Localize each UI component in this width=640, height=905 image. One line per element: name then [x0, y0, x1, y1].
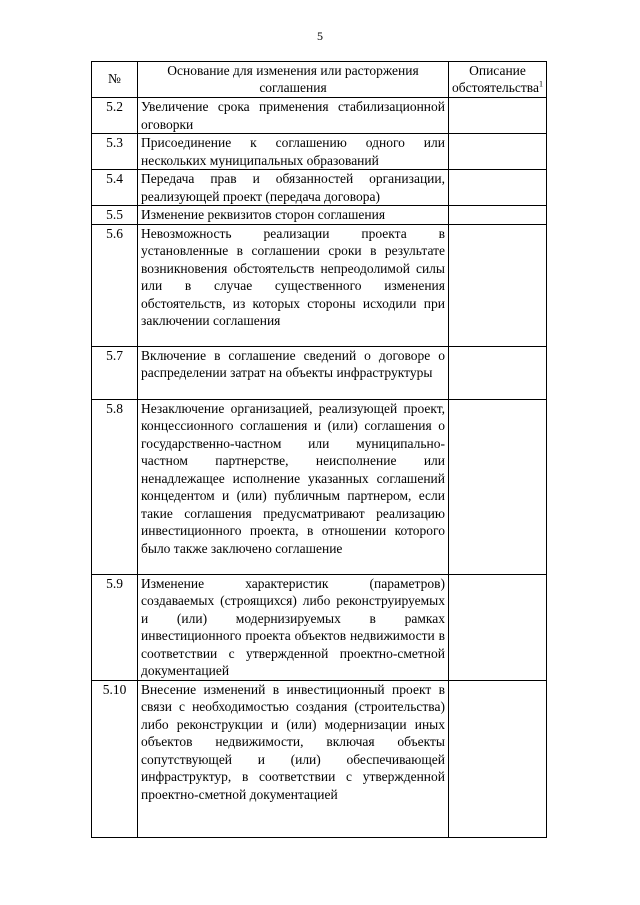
table-body — [92, 98, 547, 838]
row-description — [449, 134, 547, 170]
row-number: 5.5 — [92, 206, 138, 225]
row-number: 5.9 — [92, 574, 138, 680]
row-description — [449, 399, 547, 574]
header-num: № — [92, 62, 138, 98]
row-description — [449, 206, 547, 225]
table-row — [92, 134, 547, 170]
row-basis: Невозможность реализации проекта в установленные в соглашении сроки в результате возникновения обстоятельств непреодолимой силы или в случае существенного изменения обстоятельств, из которых стороны исходили при заключении соглашения — [138, 224, 449, 346]
row-number: 5.7 — [92, 346, 138, 399]
row-description — [449, 224, 547, 346]
row-description — [449, 574, 547, 680]
row-description — [449, 170, 547, 206]
row-number: 5.4 — [92, 170, 138, 206]
row-description — [449, 680, 547, 837]
table-row — [92, 98, 547, 134]
row-number: 5.8 — [92, 399, 138, 574]
row-description — [449, 346, 547, 399]
row-basis: Включение в соглашение сведений о договоре о распределении затрат на объекты инфраструктуры — [138, 346, 449, 399]
footnote-marker: 1 — [538, 79, 543, 88]
table-row — [92, 399, 547, 574]
row-basis: Передача прав и обязанностей организации, реализующей проект (передача договора) — [138, 170, 449, 206]
row-number: 5.6 — [92, 224, 138, 346]
row-basis: Изменение реквизитов сторон соглашения — [138, 206, 449, 225]
header-basis: Основание для изменения или расторжения соглашения — [138, 62, 449, 98]
page-number: 5 — [317, 29, 323, 43]
row-basis: Присоединение к соглашению одного или нескольких муниципальных образований — [138, 134, 449, 170]
row-basis: Внесение изменений в инвестиционный проект в связи с необходимостью создания (строительства) либо реконструкции и (или) модернизации иных объектов недвижимости, включая объекты сопутствующей и (или) обеспечивающей инфраструктур, в соответствии с утвержденной проектно-сметной документацией — [138, 680, 449, 837]
header-description — [449, 62, 547, 98]
row-basis: Увеличение срока применения стабилизационной оговорки — [138, 98, 449, 134]
table-row — [92, 206, 547, 225]
header-description-label: Описание обстоятельства — [452, 63, 539, 95]
table-row — [92, 224, 547, 346]
table-row — [92, 170, 547, 206]
row-number: 5.3 — [92, 134, 138, 170]
row-number: 5.10 — [92, 680, 138, 837]
row-number: 5.2 — [92, 98, 138, 134]
table-header-row — [92, 62, 547, 98]
row-basis: Незаключение организацией, реализующей проект, концессионного соглашения и (или) соглашения о государственно-частном или муниципально-частном партнерстве, неисполнение или ненадлежащее исполнение указанных соглашений концедентом и (или) публичным партнером, если такие соглашения предусматривают реализацию инвестиционного проекта, в отношении которого было также заключено соглашение — [138, 399, 449, 574]
table-row — [92, 574, 547, 680]
table-row — [92, 680, 547, 837]
row-description — [449, 98, 547, 134]
table-row — [92, 346, 547, 399]
changes-table — [91, 61, 547, 838]
row-basis: Изменение характеристик (параметров) создаваемых (строящихся) либо реконструируемых и (или) модернизируемых в рамках инвестиционного проекта объектов недвижимости в соответствии с утвержденной проектно-сметной документацией — [138, 574, 449, 680]
